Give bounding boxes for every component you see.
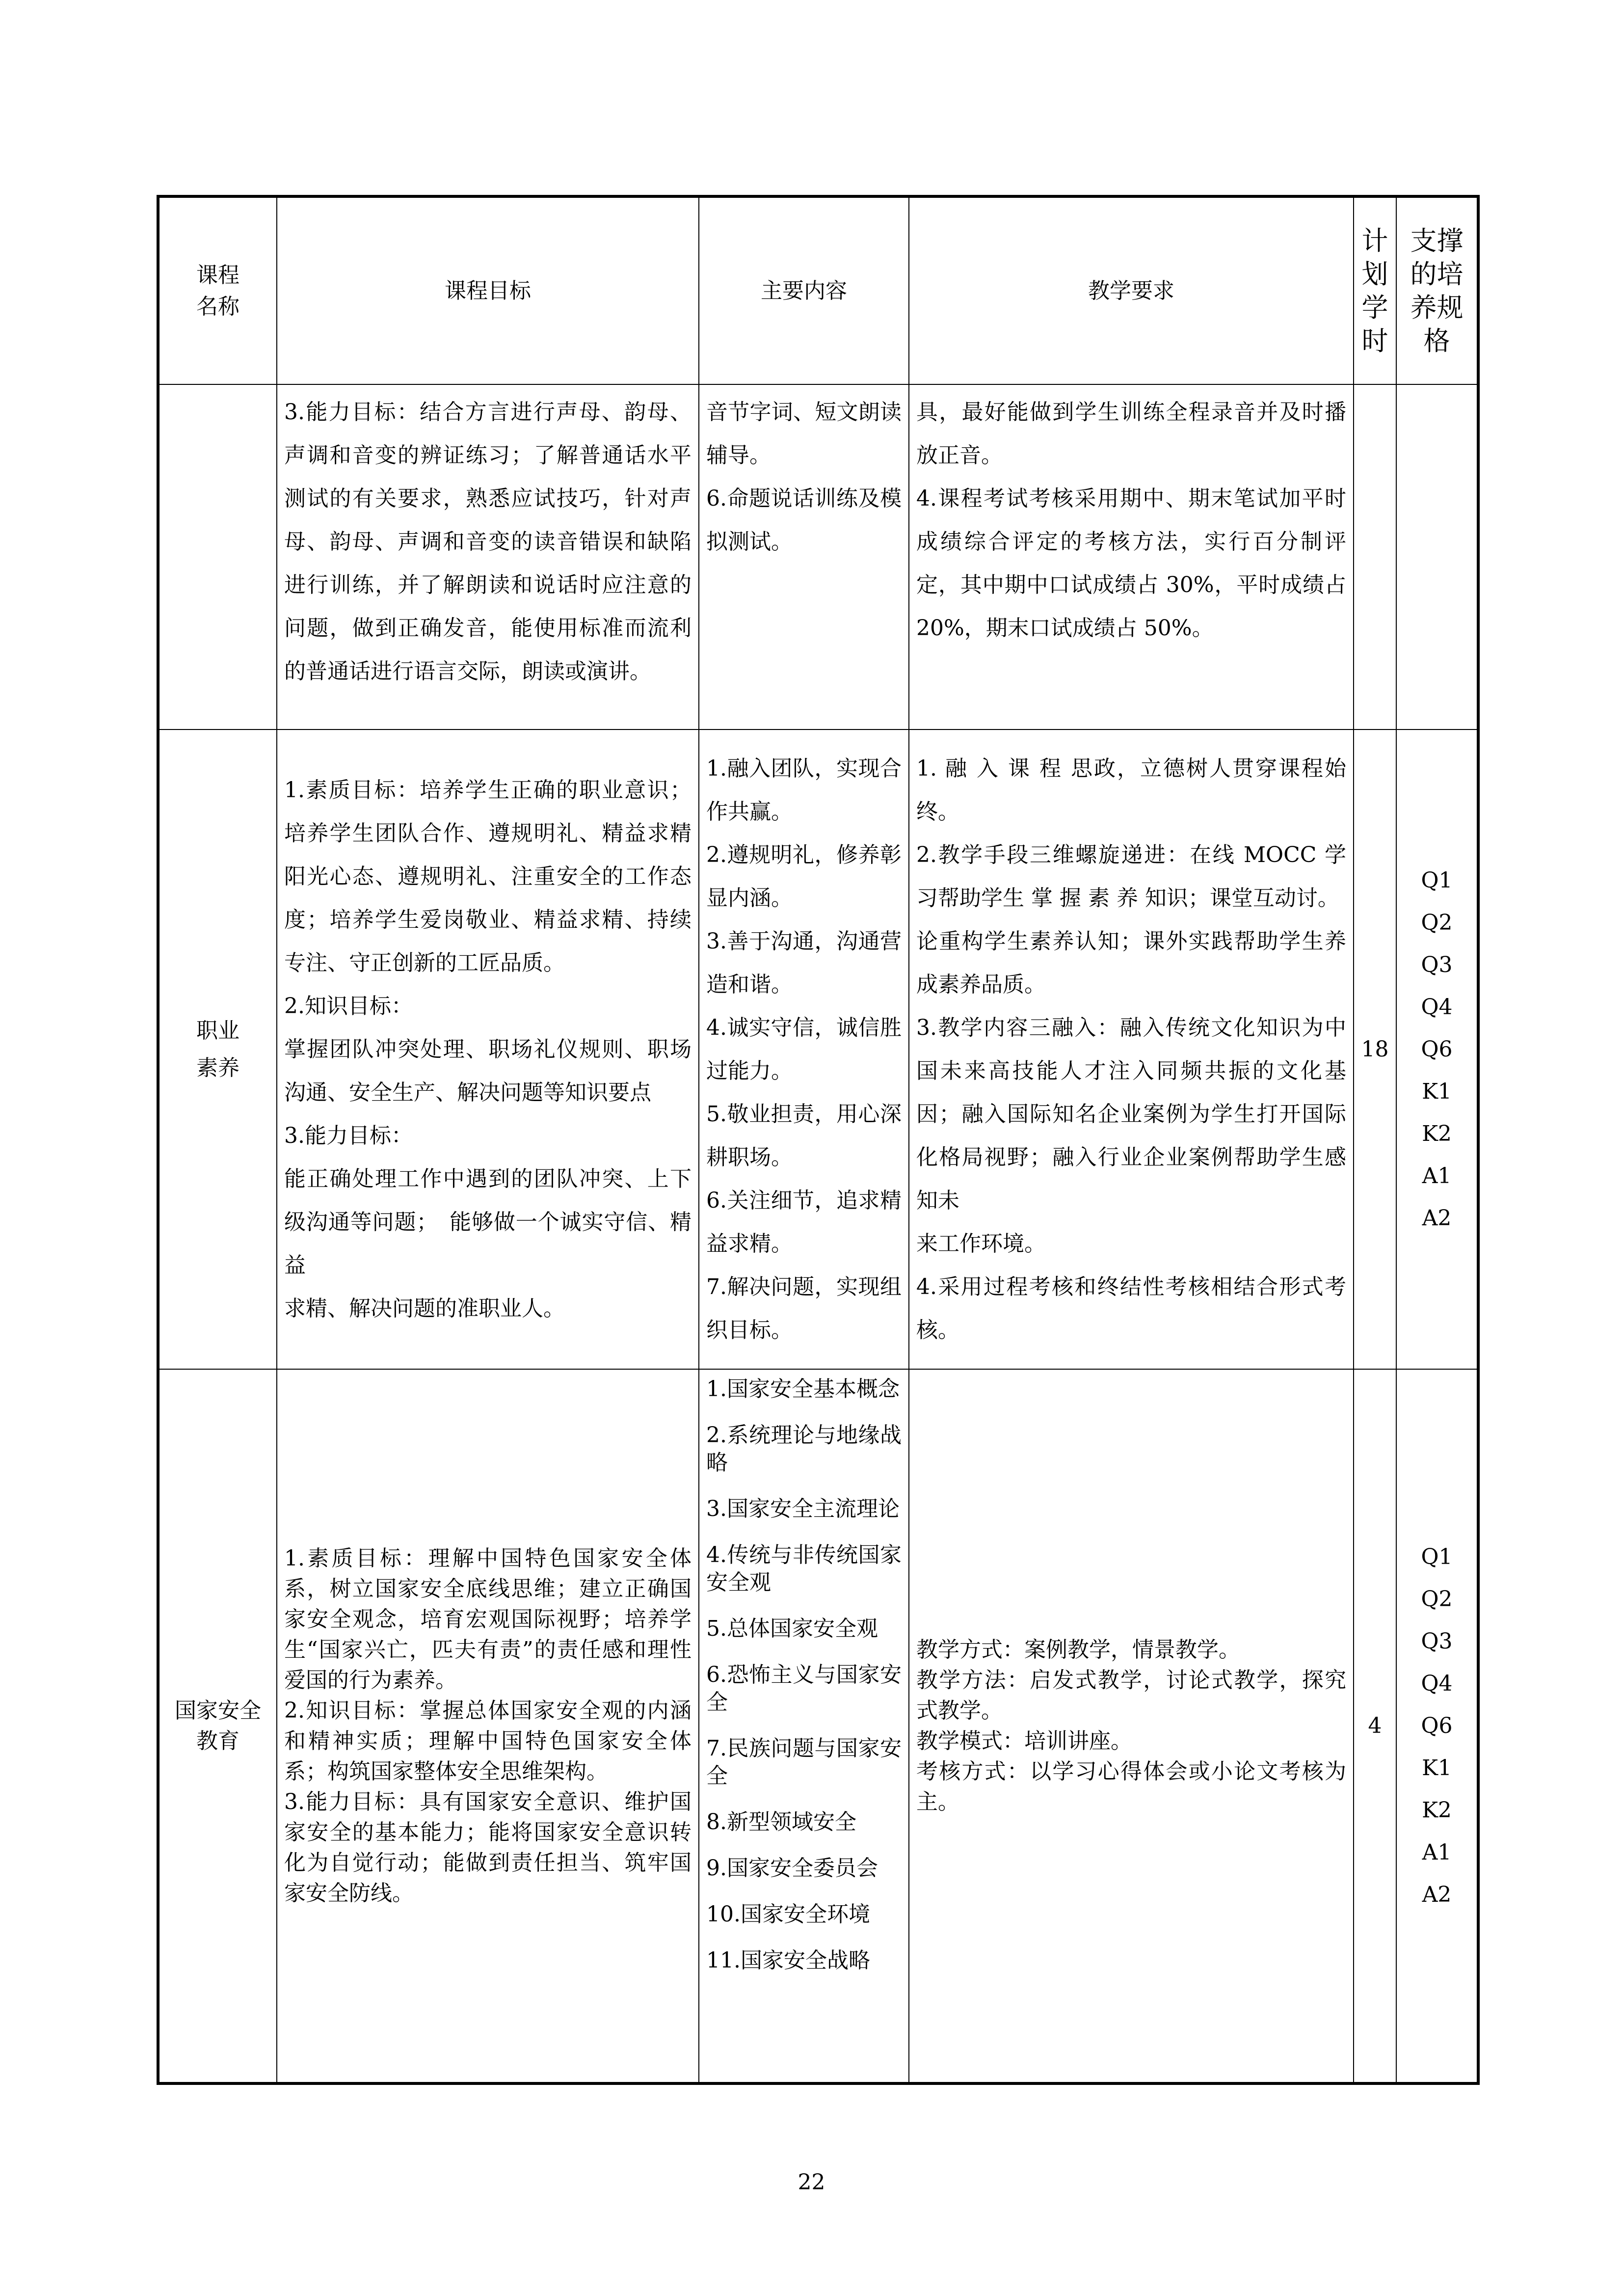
content-item: 5.总体国家安全观 <box>706 1616 878 1641</box>
table-row <box>158 384 1478 729</box>
goal-paragraph: 求精、解决问题的准职业人。 <box>284 1296 565 1321</box>
teaching-requirement-cell <box>909 729 1354 1369</box>
planned-hours-cell: 4 <box>1354 1369 1396 2083</box>
cell-text-line: 时 <box>1361 325 1388 356</box>
header-main-content <box>699 196 909 384</box>
requirement-paragraph: 3.教学内容三融入：融入传统文化知识为中国未来高技能人才注入同频共振的文化基因；融入国际知名企业案例为学生打开国际化格局视野；融入行业企业案例帮助学生感知未 <box>916 1015 1346 1213</box>
requirement-paragraph: 2.教学手段三维螺旋递进：在线 MOCC 学习帮助学生 掌 握 素 养 知识；课堂互动讨。 <box>916 842 1346 911</box>
cell-text-line: 职业 <box>196 1018 239 1043</box>
cell-text-line: 划 <box>1361 258 1388 290</box>
content-item: 2.系统理论与地缘战略 <box>706 1423 902 1475</box>
goal-paragraph: 1.素质目标：理解中国特色国家安全体系，树立国家安全底线思维；建立正确国家安全观念，培育宏观国际视野；培养学生“国家兴亡，匹夫有责”的责任感和理性爱国的行为素养。 <box>284 1545 692 1693</box>
content-item: 4.诚实守信，诚信胜过能力。 <box>706 1015 902 1083</box>
planned-hours-cell: 18 <box>1354 729 1396 1369</box>
planned-hours-cell <box>1354 384 1396 729</box>
header-supported-spec <box>1396 196 1478 384</box>
spec-code: Q3 <box>1421 1628 1453 1654</box>
course-name-cell <box>158 729 277 1369</box>
spec-code: A2 <box>1422 1205 1452 1231</box>
goal-paragraph: 3.能力目标：具有国家安全意识、维护国家安全的基本能力；能将国家安全意识转化为自觉行动；能做到责任担当、筑牢国家安全防线。 <box>284 1789 692 1906</box>
cell-text-line: 课程 <box>196 262 239 288</box>
content-item: 3.善于沟通，沟通营造和谐。 <box>706 928 902 997</box>
requirement-paragraph: 4.采用过程考核和终结性考核相结合形式考核。 <box>916 1274 1346 1343</box>
course-name-cell <box>158 384 277 729</box>
spec-code: K1 <box>1422 1079 1452 1104</box>
supported-spec-cell <box>1396 384 1478 729</box>
spec-code: K2 <box>1422 1121 1452 1146</box>
cell-text-line: 课程目标 <box>445 278 531 303</box>
page-number: 22 <box>798 2170 825 2195</box>
header-course-name <box>158 196 277 384</box>
requirement-paragraph: 教学方法：启发式教学，讨论式教学，探究式教学。 <box>916 1667 1346 1723</box>
main-content-cell <box>699 1369 909 2083</box>
content-item: 音节字词、短文朗读辅导。 <box>706 400 902 468</box>
content-item: 2.遵规明礼，修养彰显内涵。 <box>706 842 902 911</box>
requirement-paragraph: 教学方式：案例教学，情景教学。 <box>916 1637 1240 1662</box>
header-teaching-requirement <box>909 196 1354 384</box>
header-course-goal <box>277 196 699 384</box>
cell-text-line: 养规 <box>1410 292 1463 323</box>
teaching-requirement-cell <box>909 384 1354 729</box>
main-content-cell <box>699 729 909 1369</box>
cell-text-line: 教学要求 <box>1088 278 1174 303</box>
requirement-paragraph: 来工作环境。 <box>916 1231 1046 1256</box>
cell-text-line: 格 <box>1423 325 1450 356</box>
goal-paragraph: 3.能力目标： <box>284 1123 413 1148</box>
spec-code: A1 <box>1422 1163 1452 1189</box>
goal-paragraph: 1.素质目标：培养学生正确的职业意识；培养学生团队合作、遵规明礼、精益求精阳光心态、遵规明礼、注重安全的工作态度；培养学生爱岗敬业、精益求精、持续专注、守正创新的工匠品质。 <box>284 777 692 975</box>
cell-text-line: 国家安全 <box>175 1698 261 1723</box>
spec-code: K2 <box>1422 1797 1452 1823</box>
spec-code: Q6 <box>1421 1036 1453 1062</box>
table-row <box>158 1369 1478 2083</box>
goal-paragraph: 2.知识目标：掌握总体国家安全观的内涵和精神实质；理解中国特色国家安全体系；构筑国家整体安全思维架构。 <box>284 1698 692 1784</box>
goal-paragraph: 2.知识目标： <box>284 993 413 1019</box>
requirement-paragraph: 具，最好能做到学生训练全程录音并及时播放正音。 <box>916 400 1346 468</box>
spec-code: Q3 <box>1421 952 1453 977</box>
content-item: 10.国家安全环境 <box>706 1902 870 1927</box>
content-item: 4.传统与非传统国家安全观 <box>706 1542 902 1595</box>
content-item: 7.解决问题，实现组织目标。 <box>706 1274 902 1343</box>
spec-code: Q2 <box>1421 910 1453 935</box>
content-item: 6.关注细节，追求精益求精。 <box>706 1188 902 1256</box>
course-table <box>157 195 1480 2085</box>
main-content-cell <box>699 384 909 729</box>
cell-text-line: 的培 <box>1410 258 1463 290</box>
table-row <box>158 729 1478 1369</box>
spec-code: K1 <box>1422 1755 1452 1781</box>
goal-paragraph: 3.能力目标：结合方言进行声母、韵母、声调和音变的辨证练习；了解普通话水平测试的有关要求，熟悉应试技巧，针对声母、韵母、声调和音变的读音错误和缺陷进行训练，并了解朗读和说话时应注意的问题，做到正确发音，能使用标准而流利的普通话进行语言交际，朗读或演讲。 <box>284 400 692 684</box>
goal-paragraph: 能正确处理工作中遇到的团队冲突、上下级沟通等问题； 能够做一个诚实守信、精益 <box>284 1166 692 1278</box>
spec-code: A2 <box>1422 1882 1452 1907</box>
requirement-paragraph: 1. 融 入 课 程 思政，立德树人贯穿课程始终。 <box>916 756 1346 824</box>
requirement-paragraph: 教学模式：培训讲座。 <box>916 1728 1132 1754</box>
content-item: 3.国家安全主流理论 <box>706 1496 900 1521</box>
supported-spec-cell <box>1396 1369 1478 2083</box>
course-goal-cell <box>277 384 699 729</box>
cell-text-line: 学 <box>1361 292 1388 323</box>
goal-paragraph: 掌握团队冲突处理、职场礼仪规则、职场沟通、安全生产、解决问题等知识要点 <box>284 1036 692 1105</box>
course-name-cell <box>158 1369 277 2083</box>
content-item: 6.恐怖主义与国家安全 <box>706 1662 902 1715</box>
content-item: 1.融入团队，实现合作共赢。 <box>706 756 902 824</box>
content-item: 7.民族问题与国家安全 <box>706 1736 902 1788</box>
course-goal-cell <box>277 1369 699 2083</box>
spec-code: Q4 <box>1421 1671 1453 1696</box>
spec-code: Q6 <box>1421 1713 1453 1738</box>
cell-text-line: 支撑 <box>1410 225 1463 256</box>
table-header-row <box>158 196 1478 384</box>
requirement-paragraph: 4.课程考试考核采用期中、期末笔试加平时成绩综合评定的考核方法，实行百分制评定，其中期中口试成绩占 30%，平时成绩占 20%，期末口试成绩占 50%。 <box>916 486 1346 641</box>
requirement-paragraph: 论重构学生素养认知；课外实践帮助学生养成素养品质。 <box>916 928 1346 997</box>
header-planned-hours <box>1354 196 1396 384</box>
cell-text-line: 教育 <box>196 1728 239 1754</box>
requirement-paragraph: 考核方式：以学习心得体会或小论文考核为主。 <box>916 1758 1346 1814</box>
cell-text-line: 计 <box>1361 225 1388 256</box>
spec-code: Q1 <box>1421 1544 1453 1569</box>
content-item: 8.新型领域安全 <box>706 1810 856 1835</box>
teaching-requirement-cell <box>909 1369 1354 2083</box>
cell-text-line: 主要内容 <box>761 278 847 303</box>
cell-text-line: 名称 <box>196 294 239 319</box>
content-item: 6.命题说话训练及模拟测试。 <box>706 486 902 554</box>
content-item: 9.国家安全委员会 <box>706 1856 878 1881</box>
supported-spec-cell <box>1396 729 1478 1369</box>
spec-code: Q1 <box>1421 867 1453 893</box>
course-goal-cell <box>277 729 699 1369</box>
content-item: 1.国家安全基本概念 <box>706 1377 900 1402</box>
spec-code: A1 <box>1422 1839 1452 1865</box>
cell-text-line: 素养 <box>196 1055 239 1080</box>
spec-code: Q2 <box>1421 1586 1453 1612</box>
content-item: 11.国家安全战略 <box>706 1948 870 1973</box>
spec-code: Q4 <box>1421 994 1453 1020</box>
content-item: 5.敬业担责，用心深耕职场。 <box>706 1101 902 1170</box>
